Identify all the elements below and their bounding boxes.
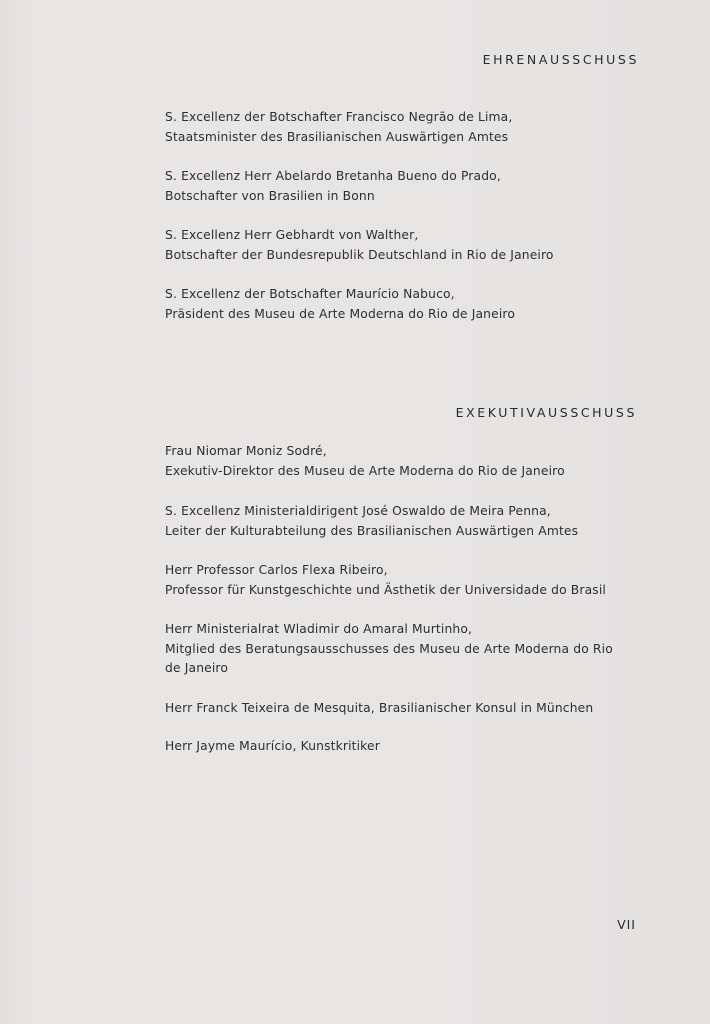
member-name-line: S. Excellenz Ministerialdirigent José Oswaldo de Meira Penna, <box>165 504 551 518</box>
member-name-line: Frau Niomar Moniz Sodré, <box>165 444 327 458</box>
honorary-member-1 <box>165 108 615 147</box>
executive-member-1 <box>165 442 615 481</box>
member-name-line: S. Excellenz der Botschafter Francisco Negrão de Lima, <box>165 110 513 124</box>
member-name-line: Herr Jayme Maurício, Kunstkritiker <box>165 739 380 753</box>
member-title-line: Mitglied des Beratungsausschusses des Museu de Arte Moderna do Rio <box>165 641 613 656</box>
member-title-line: Exekutiv-Direktor des Museu de Arte Moderna do Rio de Janeiro <box>165 463 565 478</box>
member-title-line: Professor für Kunstgeschichte und Ästhetik der Universidade do Brasil <box>165 582 606 597</box>
member-name-line: Herr Franck Teixeira de Mesquita, Brasilianischer Konsul in München <box>165 701 594 715</box>
member-name-line: S. Excellenz der Botschafter Maurício Nabuco, <box>165 287 455 301</box>
member-name-line: Herr Ministerialrat Wladimir do Amaral Murtinho, <box>165 622 473 636</box>
honorary-member-2 <box>165 167 615 206</box>
executive-member-4 <box>165 620 615 679</box>
member-name-line: S. Excellenz Herr Gebhardt von Walther, <box>165 228 419 242</box>
member-title-line-continued: de Janeiro <box>165 661 229 675</box>
member-name-line: S. Excellenz Herr Abelardo Bretanha Bueno do Prado, <box>165 169 501 183</box>
executive-member-5 <box>165 699 615 719</box>
member-title-line: Präsident des Museu de Arte Moderna do Rio de Janeiro <box>165 306 516 321</box>
heading-executive-committee: EXEKUTIVAUSSCHUSS <box>455 405 637 420</box>
heading-honorary-committee: EHRENAUSSCHUSS <box>482 52 639 67</box>
executive-member-2 <box>165 502 615 541</box>
executive-member-6 <box>165 737 615 757</box>
member-name-line: Herr Professor Carlos Flexa Ribeiro, <box>165 563 388 577</box>
page-number: VII <box>617 917 636 932</box>
member-title-line: Leiter der Kulturabteilung des Brasilianischen Auswärtigen Amtes <box>165 523 579 538</box>
executive-member-3 <box>165 561 615 600</box>
member-title-line: Botschafter von Brasilien in Bonn <box>165 188 375 203</box>
honorary-member-3 <box>165 226 615 265</box>
member-title-line: Staatsminister des Brasilianischen Auswärtigen Amtes <box>165 129 509 144</box>
honorary-member-4 <box>165 285 615 324</box>
member-title-line: Botschafter der Bundesrepublik Deutschland in Rio de Janeiro <box>165 247 554 262</box>
